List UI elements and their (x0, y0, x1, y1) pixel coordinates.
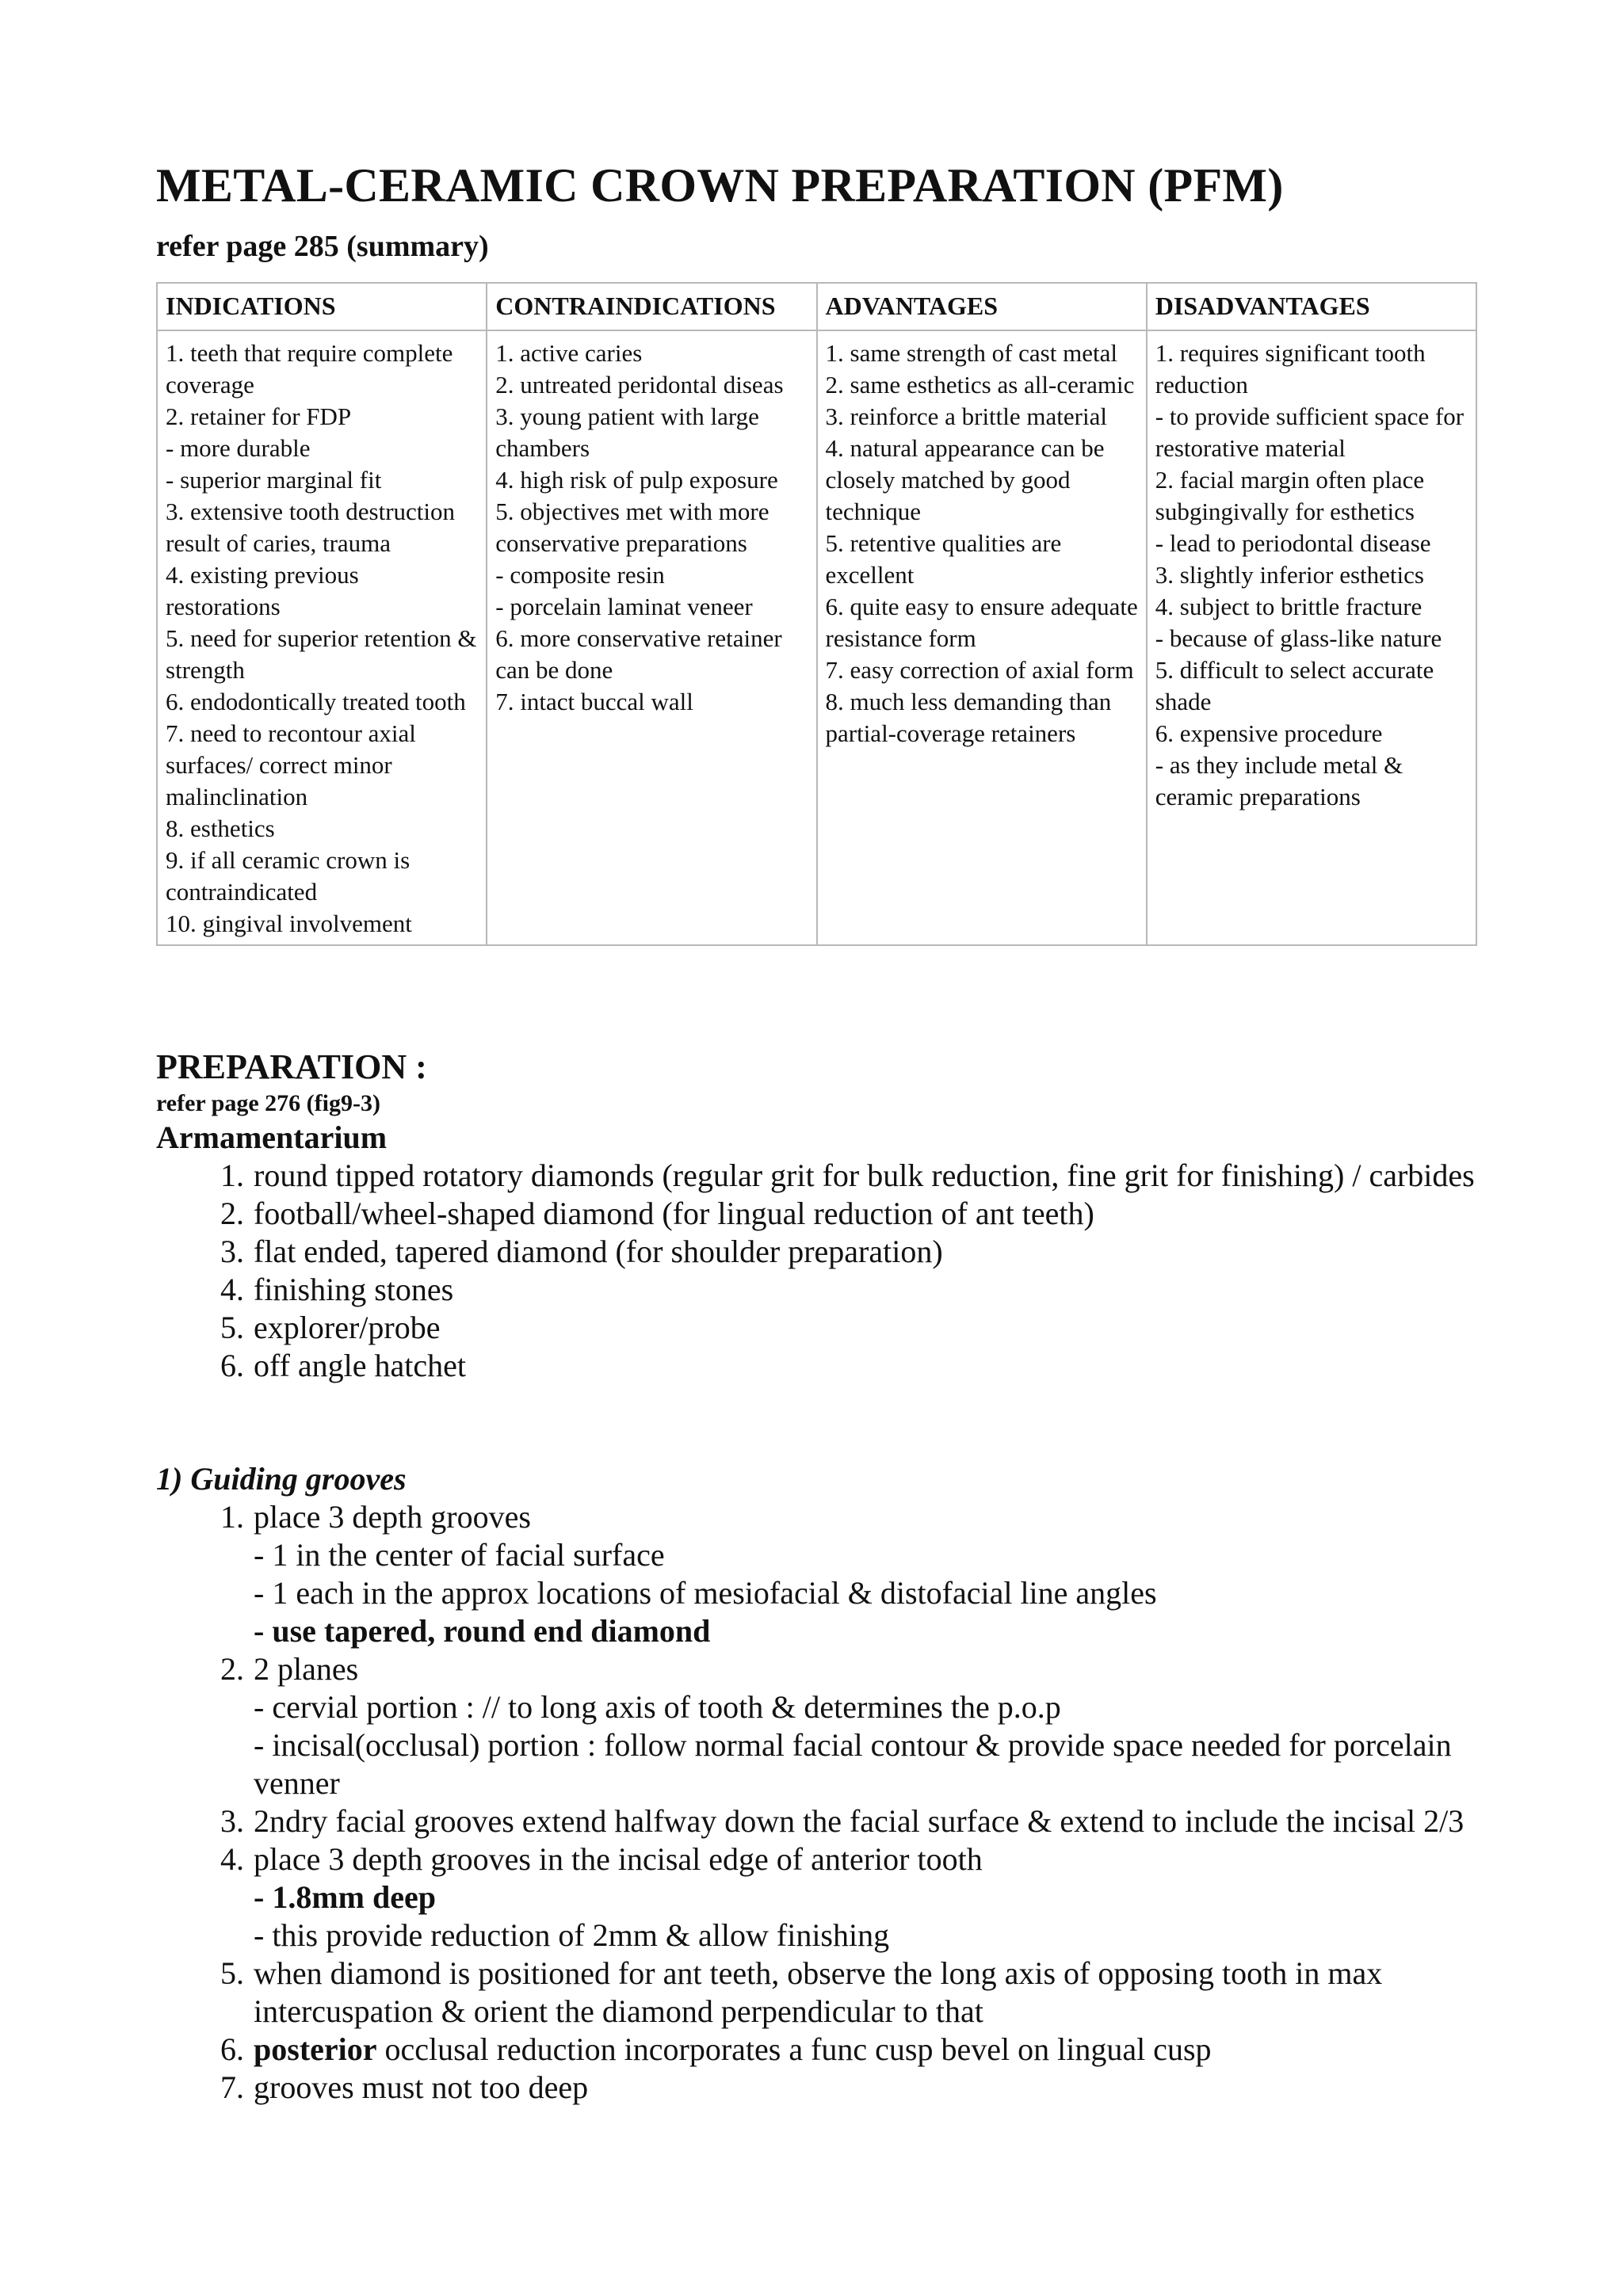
table-cell-line: 8. esthetics (166, 814, 275, 842)
list-text: 2ndry facial grooves extend halfway down the facial surface & extend to include the incisal 2/3 (254, 1803, 1465, 1839)
table-header-row (157, 283, 1476, 330)
table-cell-line: - composite resin (495, 561, 665, 589)
list-text: finishing stones (254, 1272, 454, 1307)
armamentarium-list (220, 1157, 1490, 1385)
table-cell-line: 2. facial margin often place subgingivally for esthetics (1155, 466, 1430, 525)
guiding-grooves-list (220, 1498, 1490, 2107)
list-text: place 3 depth grooves (254, 1499, 531, 1535)
list-item (220, 1802, 1490, 1840)
list-item (220, 1650, 1490, 1802)
list-item (220, 1840, 1490, 1955)
list-text: explorer/probe (254, 1310, 441, 1345)
table-cell-line: 1. same strength of cast metal (825, 339, 1117, 367)
list-number: 3. (220, 1803, 244, 1839)
list-item (220, 1195, 1490, 1233)
list-text-bold: posterior (254, 2031, 377, 2067)
list-text (254, 2031, 1212, 2067)
table-cell-line: 5. objectives met with more conservative preparations (495, 498, 776, 557)
list-number: 1. (220, 1158, 244, 1193)
table-cell-line: 3. extensive tooth destruction result of caries, trauma (166, 498, 461, 557)
header-contraindications: CONTRAINDICATIONS (487, 283, 816, 330)
table-cell-line: - superior marginal fit (166, 466, 382, 494)
table-cell-line: 9. if all ceramic crown is contraindicated (166, 846, 416, 906)
list-number: 1. (220, 1499, 244, 1535)
list-item (220, 1271, 1490, 1309)
list-item (220, 1347, 1490, 1385)
table-cell-line: 5. retentive qualities are excellent (825, 529, 1068, 589)
list-text: football/wheel-shaped diamond (for lingual reduction of ant teeth) (254, 1196, 1094, 1231)
table-cell-line: 7. need to recontour axial surfaces/ correct minor malinclination (166, 719, 422, 810)
list-sub-item-bold: - 1.8mm deep (254, 1879, 436, 1915)
list-sub-item: - cervial portion : // to long axis of tooth & determines the p.o.p (254, 1689, 1061, 1725)
list-item (220, 1498, 1490, 1650)
page-subtitle: refer page 285 (summary) (156, 230, 489, 263)
list-number: 6. (220, 2031, 244, 2067)
table-cell-line: 4. high risk of pulp exposure (495, 466, 778, 494)
list-text: flat ended, tapered diamond (for shoulder preparation) (254, 1234, 943, 1269)
list-number: 5. (220, 1310, 244, 1345)
list-number: 3. (220, 1234, 244, 1269)
list-item (220, 1233, 1490, 1271)
table-cell-line: 8. much less demanding than partial-coverage retainers (825, 688, 1117, 747)
list-text: grooves must not too deep (254, 2069, 589, 2105)
list-text: place 3 depth grooves in the incisal edge of anterior tooth (254, 1841, 983, 1877)
table-cell-line: - porcelain laminat veneer (495, 593, 753, 620)
table-cell-line: 1. teeth that require complete coverage (166, 339, 460, 399)
table-cell-line: 5. difficult to select accurate shade (1155, 656, 1440, 715)
table-cell-line: 2. retainer for FDP (166, 402, 352, 430)
cell-disadvantages (1147, 330, 1476, 945)
list-text: 2 planes (254, 1651, 359, 1687)
cell-advantages (817, 330, 1147, 945)
table-cell-line: - more durable (166, 434, 311, 462)
list-sub-item-bold: - use tapered, round end diamond (254, 1613, 711, 1649)
header-disadvantages: DISADVANTAGES (1147, 283, 1476, 330)
table-cell-line: 1. requires significant tooth reduction (1155, 339, 1432, 399)
table-cell-line: 5. need for superior retention & strength (166, 624, 483, 684)
list-text: round tipped rotatory diamonds (regular grit for bulk reduction, fine grit for finishing) / carbides (254, 1158, 1475, 1193)
table-cell-line: 3. young patient with large chambers (495, 402, 766, 462)
list-number: 7. (220, 2069, 244, 2105)
page-title: METAL-CERAMIC CROWN PREPARATION (PFM) (156, 159, 1284, 212)
table-cell-line: 3. slightly inferior esthetics (1155, 561, 1424, 589)
header-advantages: ADVANTAGES (817, 283, 1147, 330)
table-cell-line: 6. quite easy to ensure adequate resistance form (825, 593, 1144, 652)
list-number: 4. (220, 1272, 244, 1307)
list-text: when diamond is positioned for ant teeth, observe the long axis of opposing tooth in max intercuspation & orient the diamond perpendicular to that (254, 1955, 1383, 2029)
list-sub-item: - incisal(occlusal) portion : follow normal facial contour & provide space needed for porcelain venner (254, 1727, 1452, 1801)
table-cell-line: 10. gingival involvement (166, 910, 412, 937)
preparation-reference: refer page 276 (fig9-3) (156, 1090, 380, 1116)
table-cell-line: 3. reinforce a brittle material (825, 402, 1107, 430)
list-text-rest: occlusal reduction incorporates a func cusp bevel on lingual cusp (376, 2031, 1212, 2067)
table-cell-line: 2. untreated peridontal diseas (495, 371, 784, 399)
table-cell-line: - to provide sufficient space for restorative material (1155, 402, 1470, 462)
list-sub-item: - 1 in the center of facial surface (254, 1537, 665, 1573)
list-number: 5. (220, 1955, 244, 1991)
table-cell-line: 2. same esthetics as all-ceramic (825, 371, 1135, 399)
list-sub-item: - this provide reduction of 2mm & allow finishing (254, 1917, 890, 1953)
table-cell-line: 6. endodontically treated tooth (166, 688, 466, 715)
cell-indications (157, 330, 487, 945)
table-cell-line: 4. natural appearance can be closely matched by good technique (825, 434, 1111, 525)
list-number: 6. (220, 1348, 244, 1383)
list-text: off angle hatchet (254, 1348, 467, 1383)
preparation-heading: PREPARATION : (156, 1047, 427, 1086)
armamentarium-heading: Armamentarium (156, 1119, 388, 1155)
list-item (220, 1309, 1490, 1347)
table-row (157, 330, 1476, 945)
list-number: 2. (220, 1196, 244, 1231)
list-item (220, 2031, 1490, 2069)
summary-table (156, 282, 1477, 946)
table-cell-line: 4. existing previous restorations (166, 561, 365, 620)
header-indications: INDICATIONS (157, 283, 487, 330)
table-cell-line: - lead to periodontal disease (1155, 529, 1431, 557)
cell-contraindications (487, 330, 816, 945)
list-number: 2. (220, 1651, 244, 1687)
list-number: 4. (220, 1841, 244, 1877)
table-cell-line: 6. more conservative retainer can be done (495, 624, 789, 684)
list-item (220, 1955, 1490, 2031)
list-item (220, 1157, 1490, 1195)
table-cell-line: 7. intact buccal wall (495, 688, 693, 715)
table-cell-line: 1. active caries (495, 339, 643, 367)
table-cell-line: 7. easy correction of axial form (825, 656, 1134, 684)
table-cell-line: - because of glass-like nature (1155, 624, 1442, 652)
table-cell-line: - as they include metal & ceramic preparations (1155, 751, 1409, 810)
table-cell-line: 4. subject to brittle fracture (1155, 593, 1423, 620)
list-item (220, 2069, 1490, 2107)
list-sub-item: - 1 each in the approx locations of mesiofacial & distofacial line angles (254, 1575, 1157, 1611)
table-cell-line: 6. expensive procedure (1155, 719, 1383, 747)
guiding-grooves-heading: 1) Guiding grooves (156, 1461, 407, 1497)
